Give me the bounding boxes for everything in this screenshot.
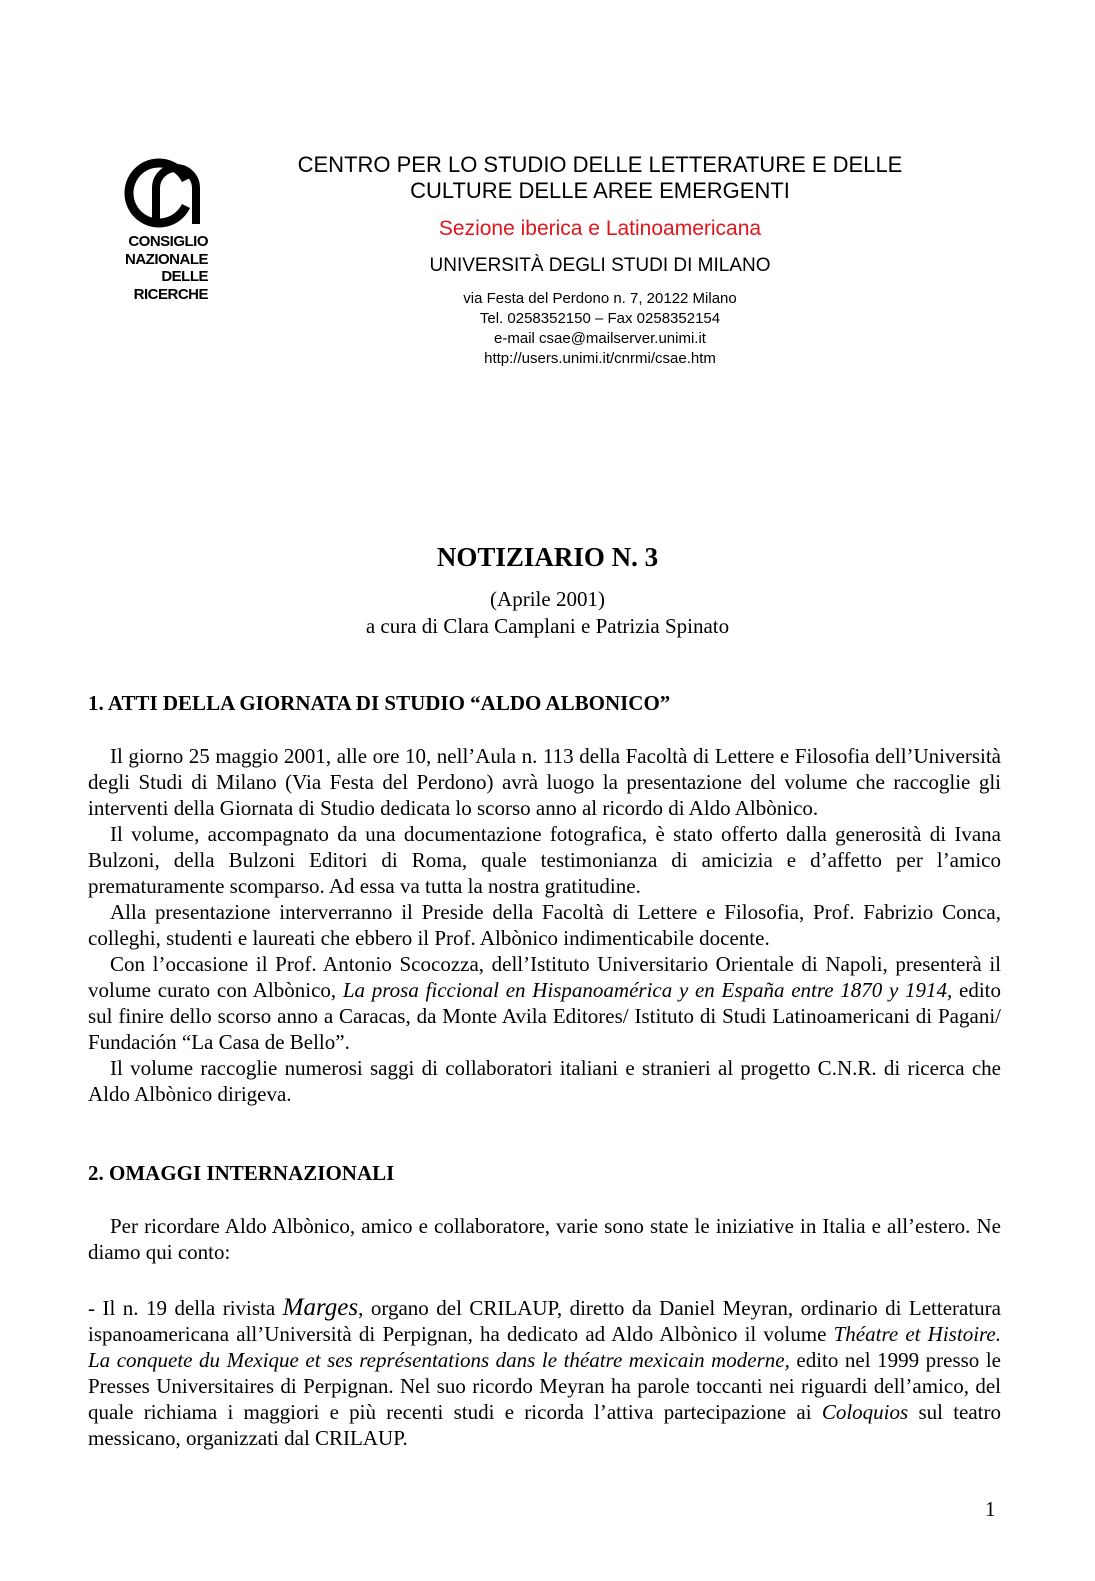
paragraph: Il giorno 25 maggio 2001, alle ore 10, nell’Aula n. 113 della Facoltà di Lettere e Filosofia dell’Università degli Studi di Milano (Via Festa del Perdono) avrà luogo la presentazione del volume che raccoglie gli interventi della Giornata di Studio dedicata lo scorso anno al ricordo di Aldo Albònico. [88, 744, 1001, 820]
text-run: Con l’occasione il Prof. Antonio Scocozza, dell’Istituto Universitario Orientale di Napoli, presenterà il volume curato con Albònico, [88, 952, 1001, 1002]
logo-line: CONSIGLIO [128, 233, 208, 250]
website-url: http://users.unimi.it/cnrmi/csae.htm [484, 350, 716, 367]
page-number: 1 [985, 1497, 996, 1521]
centre-name-line2: CULTURE DELLE AREE EMERGENTI [410, 178, 790, 203]
text-run: edito sul finire dello scorso anno a Caracas, da Monte Avila Editores/ Istituto di Studi Latinoamericani di Pagani/ Fundación “La Casa de Bello”. [88, 978, 1001, 1054]
book-title: Théatre et Histoire. La conquete du Mexique et ses représentations dans le théatre mexicain moderne, [88, 1322, 1001, 1372]
section-heading-2: 2. OMAGGI INTERNAZIONALI [88, 1161, 395, 1185]
paragraph: Alla presentazione interverranno il Preside della Facoltà di Lettere e Filosofia, Prof. Fabrizio Conca, colleghi, studenti e laureati che ebbero il Prof. Albònico indimenticabile docente. [88, 900, 1001, 950]
phone-line: Tel. 0258352150 – Fax 0258352154 [479, 310, 721, 327]
newsletter-editors: a cura di Clara Camplani e Patrizia Spinato [365, 614, 730, 638]
section-1-body [88, 743, 1001, 1107]
text-run: sul teatro messicano, organizzati dal CRILAUP. [88, 1400, 1002, 1450]
contact-block [250, 289, 950, 369]
paragraph: Il volume, accompagnato da una documentazione fotografica, è stato offerto dalla generosità di Ivana Bulzoni, della Bulzoni Editori di Roma, quale testimonianza di amicizia e d’affetto per l’amico prematuramente scomparso. Ad essa va tutta la nostra gratitudine. [88, 822, 1001, 898]
logo-line: RICERCHE [133, 285, 208, 303]
paragraph [88, 1295, 1001, 1451]
section-2-intro [88, 1213, 1001, 1265]
logo-line: DELLE [161, 268, 208, 285]
address-line: via Festa del Perdono n. 7, 20122 Milano [463, 290, 737, 307]
text-run: edito nel 1999 presso le Presses Universitaires di Perpignan. Nel suo ricordo Meyran ha parole toccanti nei riguardi dell’amico, del quale richiama i maggiori e più recenti studi e ricorda l’attiva partecipazione ai [88, 1348, 1001, 1424]
cnr-logo [96, 158, 208, 308]
section-heading-1: 1. ATTI DELLA GIORNATA DI STUDIO “ALDO ALBONICO” [88, 691, 671, 715]
cnr-logo-text [96, 233, 208, 303]
journal-title: Marges [282, 1294, 359, 1321]
university-name: UNIVERSITÀ DEGLI STUDI DI MILANO [429, 255, 771, 276]
newsletter-title: NOTIZIARIO N. 3 [436, 542, 659, 572]
text-run: , organo del CRILAUP, diretto da Daniel Meyran, ordinario di Letteratura ispanoamericana all’Università di Perpignan, ha dedicato ad Aldo Albònico il volume [88, 1296, 1001, 1346]
section-name: Sezione iberica e Latinoamericana [438, 217, 762, 240]
book-title: La prosa ficcional en Hispanoamérica y en España entre 1870 y 1914, [342, 978, 953, 1002]
paragraph: Il volume raccoglie numerosi saggi di collaboratori italiani e stranieri al progetto C.N.R. di ricerca che Aldo Albònico dirigeva. [88, 1056, 1001, 1106]
email-line: e-mail csae@mailserver.unimi.it [494, 330, 706, 347]
logo-line: NAZIONALE [125, 250, 208, 268]
text-run: - Il n. 19 della rivista [88, 1296, 283, 1320]
section-2-item [88, 1295, 1001, 1451]
newsletter-date: (Aprile 2001) [490, 587, 605, 611]
event-name: Coloquios [821, 1400, 909, 1424]
paragraph: Per ricordare Aldo Albònico, amico e collaboratore, varie sono state le iniziative in Italia e all’estero. Ne diamo qui conto: [88, 1214, 1001, 1264]
centre-name [250, 152, 950, 204]
paragraph [88, 951, 1001, 1055]
cnr-logo-icon [120, 158, 200, 228]
centre-name-line1: CENTRO PER LO STUDIO DELLE LETTERATURE E DELLE [297, 152, 903, 177]
